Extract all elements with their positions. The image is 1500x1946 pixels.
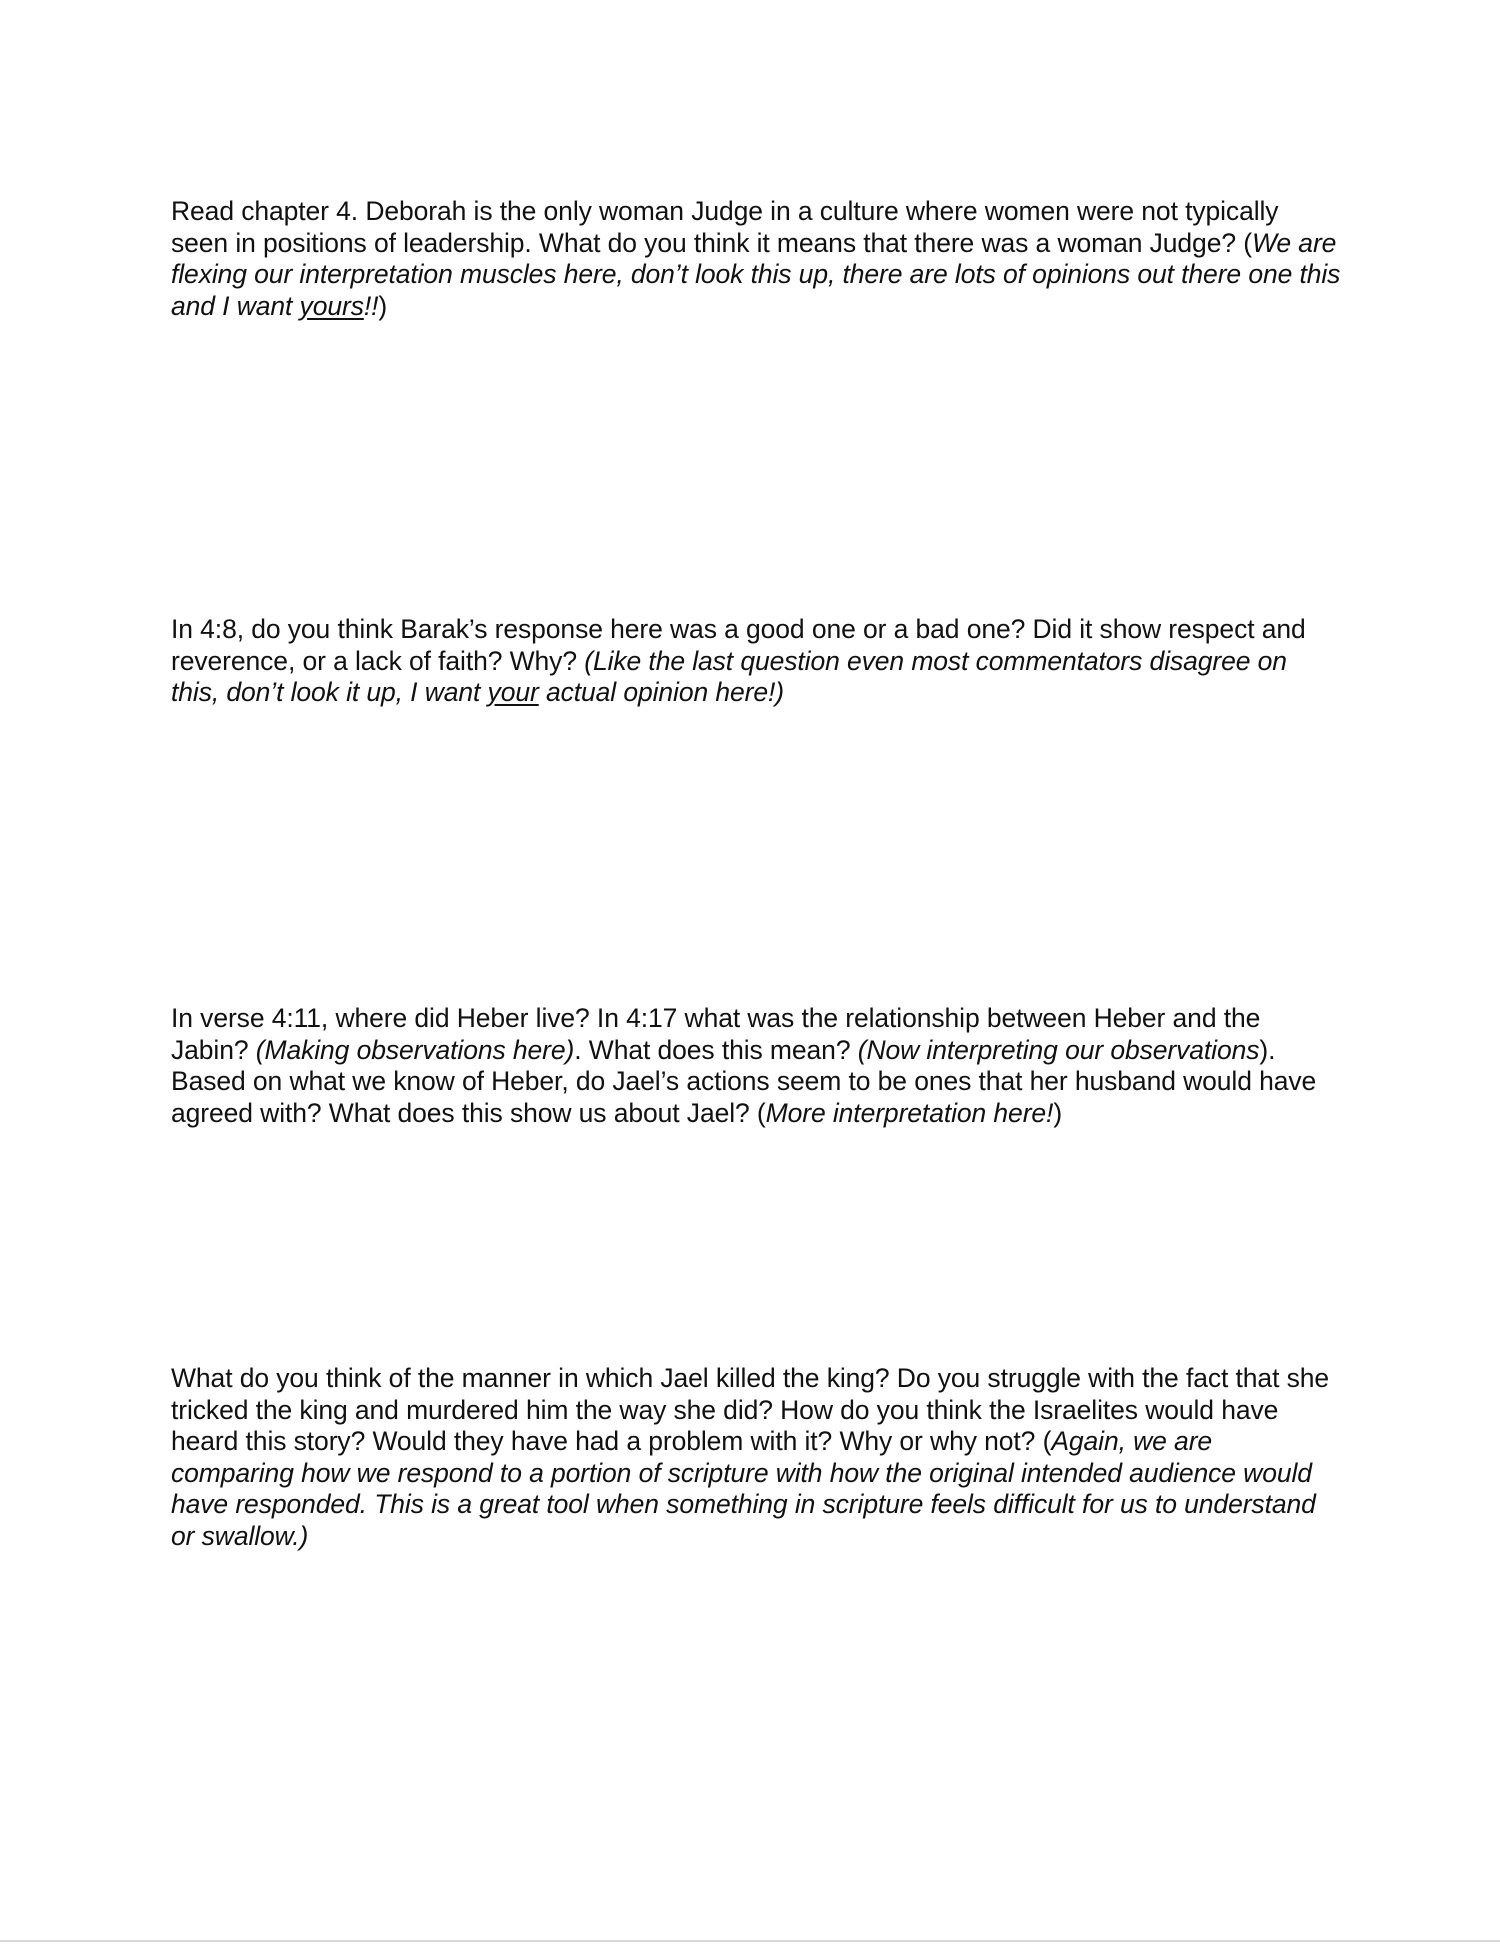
question-emphasis: your bbox=[487, 677, 539, 707]
question-note: Again, we are comparing how we respond to a portion of scripture with how the original intended audience would have responded. This is a great tool when something in scripture feels difficult for us to understand or swallow.) bbox=[171, 1426, 1316, 1551]
question-note: (Like the last question even most commentators disagree on this, don’t look it up, I want bbox=[171, 645, 1287, 707]
question-text: ). Based on what we know of Heber, do Jael’s actions seem to be ones that her husband would have agreed with? What does this show us about Jael? ( bbox=[171, 1034, 1317, 1128]
question-text: ) bbox=[1053, 1097, 1063, 1128]
question-note: We are flexing our interpretation muscles here, don’t look this up, there are lots of opinions out there one this and I want bbox=[171, 227, 1341, 321]
question-note: actual opinion here!) bbox=[538, 677, 784, 707]
page-bottom-border bbox=[0, 1940, 1500, 1942]
question-note: !! bbox=[363, 290, 379, 321]
question-text: What do you think of the manner in which Jael killed the king? Do you struggle with the fact that she tricked the king and murdered him the way she did? How do you think the Israelites would have heard this story? Would they have had a problem with it? Why or why not? ( bbox=[171, 1363, 1330, 1456]
question-note: (Making observations here) bbox=[255, 1034, 575, 1065]
question-text: In 4:8, do you think Barak’s response here was a good one or a bad one? Did it show respect and reverence, or a lack of faith? Why? bbox=[171, 614, 1306, 676]
question-note: More interpretation here! bbox=[765, 1097, 1054, 1128]
question-heber-jael bbox=[171, 1003, 1341, 1129]
question-text: Read chapter 4. Deborah is the only woman Judge in a culture where women were not typically seen in positions of leadership. What do you think it means that there was a woman Judge? ( bbox=[171, 196, 1279, 258]
question-barak-response bbox=[171, 614, 1341, 709]
question-text: ) bbox=[378, 290, 388, 321]
question-text: . What does this mean? bbox=[574, 1034, 858, 1065]
question-text: In verse 4:11, where did Heber live? In 4:17 what was the relationship between Heber and the Jabin? bbox=[171, 1003, 1261, 1065]
question-note: (Now interpreting our observations bbox=[857, 1034, 1260, 1065]
question-jael-killed-king bbox=[171, 1363, 1341, 1552]
question-deborah-judge bbox=[171, 196, 1341, 322]
question-emphasis: yours bbox=[299, 290, 364, 321]
